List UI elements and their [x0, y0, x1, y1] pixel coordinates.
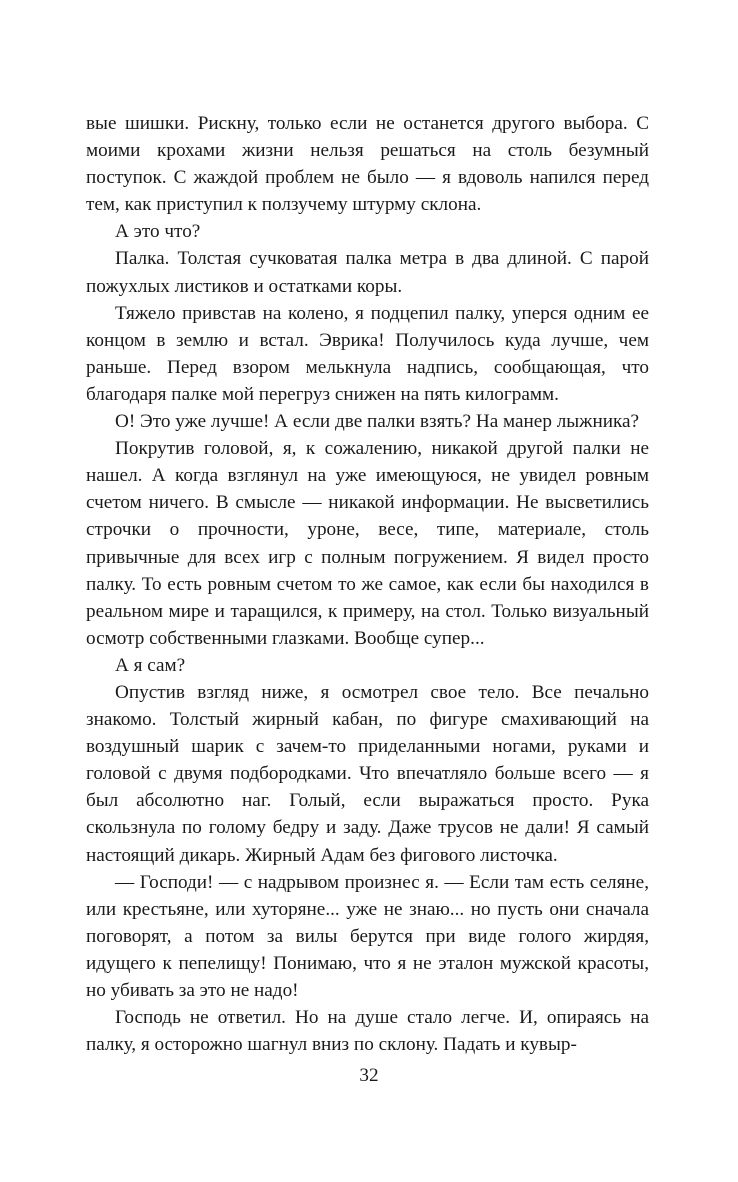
paragraph: А я сам?	[115, 654, 186, 676]
paragraph: — Господи! — с надрывом произнес я. — Если там есть селяне, или крестьяне, или хуторяне... уже не знаю... но пусть они сначала поговорят, а потом за вилы берутся при виде голого жирдяя, идущего к пепелищу! Понимаю, что я не эталон мужской красоты, но убивать за это не надо!	[86, 871, 649, 1001]
paragraph: Палка. Толстая сучковатая палка метра в два длиной. С парой пожухлых листиков и остатками коры.	[86, 248, 649, 297]
paragraph: Опустив взгляд ниже, я осмотрел свое тело. Все печально знакомо. Толстый жирный кабан, по фигуре смахивающий на воздушный шарик с зачем-то приделанными ногами, руками и головой с двумя подбородками. Что впечатляло больше всего — я был абсолютно наг. Голый, если выражаться просто. Рука скользнула по голому бедру и заду. Даже трусов не дали! Я самый настоящий дикарь. Жирный Адам без фигового листочка.	[86, 681, 649, 866]
paragraph: Покрутив головой, я, к сожалению, никакой другой палки не нашел. А когда взглянул на уже имеющуюся, не увидел ровным счетом ничего. В смысле — никакой информации. Не высветились строчки о прочности, уроне, весе, типе, материале, столь привычные для всех игр с полным погружением. Я видел просто палку. То есть ровным счетом то же самое, как если бы находился в реальном мире и таращился, к примеру, на стол. Только визуальный осмотр собственными глазками. Вообще супер...	[86, 438, 649, 649]
paragraph: вые шишки. Рискну, только если не останется другого выбора. С моими крохами жизни нельзя решаться на столь безумный поступок. С жаждой проблем не было — я вдоволь напился перед тем, как приступил к ползучему штурму склона.	[86, 113, 649, 216]
paragraph: Господь не ответил. Но на душе стало легче. И, опираясь на палку, я осторожно шагнул вниз по склону. Падать и кувыр-	[86, 1007, 649, 1056]
paragraph: Тяжело привстав на колено, я подцепил палку, уперся одним ее концом в землю и встал. Эврика! Получилось куда лучше, чем раньше. Перед взором мелькнула надпись, сообщающая, что благодаря палке мой перегруз снижен на пять килограмм.	[86, 302, 649, 405]
paragraph: А это что?	[115, 221, 201, 243]
paragraph: О! Это уже лучше! А если две палки взять? На манер лыжника?	[115, 411, 640, 433]
page-number: 32	[359, 1065, 379, 1086]
book-page-text	[86, 110, 649, 1058]
